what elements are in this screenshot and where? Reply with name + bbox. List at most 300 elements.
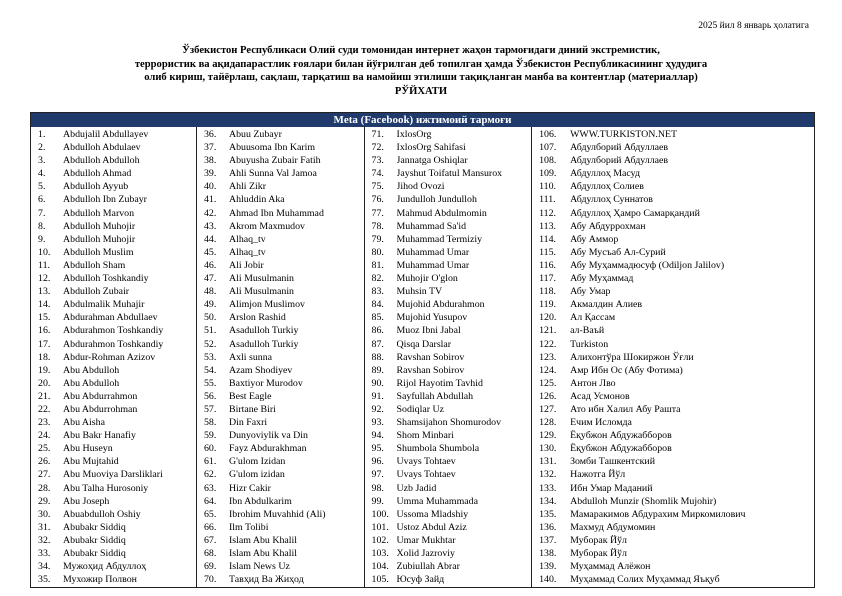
list-item (532, 298, 814, 311)
list-item-name: Абу Умар (570, 286, 611, 298)
list-item-name: Abdurahmon Toshkandiy (63, 325, 164, 337)
list-item-number: 36. (203, 129, 217, 140)
list-item (31, 246, 196, 259)
list-item-number: 100. (371, 508, 389, 520)
list-item (197, 298, 364, 311)
list-item-number: 132. (539, 469, 557, 481)
list-item-name: Муҳаммад Солих Муҳаммад Яъқуб (570, 574, 720, 586)
list-item-number: 84. (371, 299, 384, 311)
list-item (365, 207, 532, 220)
list-item-name: Ато ибн Халил Абу Рашта (570, 403, 681, 415)
list-item-name: Jundulloh Jundulloh (396, 194, 477, 206)
list-item (532, 573, 814, 586)
list-item-number: 90. (371, 377, 384, 389)
list-item-name: Uvays Tohtaev (396, 469, 456, 481)
list-item (197, 468, 364, 481)
list-item-name: Абдуллоҳ Солиев (570, 181, 644, 193)
list-item-name: Абдулборий Абдуллаев (570, 142, 669, 154)
list-item (532, 482, 814, 495)
list-item-name: Abdulloh Marvon (63, 207, 135, 219)
list-item-name: Muhsin TV (396, 286, 443, 298)
list-item-name: Shamsijahon Shomurodov (396, 417, 502, 429)
list-item-number: 73. (371, 155, 384, 167)
list-item-name: Abuusoma Ibn Karim (228, 142, 316, 154)
list-item (31, 547, 196, 560)
list-item-name: Абдуллоҳ Суннатов (570, 194, 653, 206)
list-item (197, 285, 364, 298)
list-item-number: 37. (203, 142, 217, 154)
list-item-number: 18. (38, 351, 51, 363)
list-item-number: 114. (539, 233, 556, 245)
list-item-number: 69. (203, 561, 217, 573)
list-item-number: 25. (38, 443, 51, 455)
list-item-name: Юсуф Зайд (396, 574, 445, 586)
list-item-name: Ечим Исломда (570, 417, 632, 429)
list-item (197, 377, 364, 390)
list-item (365, 246, 532, 259)
list-item (31, 324, 196, 337)
list-item-name: Ibn Abdulkarim (228, 495, 292, 507)
banned-list-table (30, 112, 815, 588)
list-item (197, 534, 364, 547)
list-item-number: 126. (539, 390, 557, 402)
list-item (31, 338, 196, 351)
list-item-name: Муборак Йўл (570, 548, 627, 559)
list-item-number: 86. (371, 325, 384, 337)
list-columns (31, 127, 814, 587)
list-item (31, 573, 196, 586)
list-item-name: Abu Abdurrohman (63, 403, 138, 415)
list-item-number: 16. (38, 325, 51, 337)
list-item-number: 11. (38, 259, 50, 271)
list-item-number: 72. (371, 142, 384, 154)
list-item-name: Ali Musulmanin (228, 286, 294, 298)
list-item-number: 15. (38, 312, 51, 324)
list-item-number: 102. (371, 534, 389, 546)
list-item (365, 377, 532, 390)
list-item-name: Mahmud Abdulmomin (396, 207, 487, 219)
list-item (31, 482, 196, 495)
list-item (197, 246, 364, 259)
list-item-number: 6. (38, 194, 46, 206)
list-item-number: 108. (539, 155, 557, 167)
list-item (365, 416, 532, 429)
list-item (532, 246, 814, 259)
list-item (532, 455, 814, 468)
list-item-number: 127. (539, 403, 557, 415)
list-item-name: Akrom Maxmudov (228, 220, 305, 232)
list-item-name: Sayfullah Abdullah (396, 390, 474, 402)
list-item (365, 495, 532, 508)
list-item (532, 167, 814, 180)
list-item-number: 118. (539, 286, 556, 298)
list-item (31, 259, 196, 272)
list-item-number: 66. (203, 521, 217, 533)
list-item-name: Ibrohim Muvahhid (Ali) (228, 508, 326, 520)
list-item-name: Abdulloh Muhojir (63, 220, 136, 232)
list-item (197, 128, 364, 141)
list-item (365, 311, 532, 324)
list-item-name: G'ulom Izidan (228, 456, 286, 468)
list-item-number: 40. (203, 181, 217, 193)
date-note: 2025 йил 8 январь ҳолатига (698, 21, 809, 31)
list-item-name: Shom Minbari (396, 430, 454, 442)
list-item-number: 42. (203, 207, 217, 219)
list-item (197, 403, 364, 416)
list-item-name: Abuyusha Zubair Fatih (228, 155, 321, 167)
list-item (31, 468, 196, 481)
list-item-name: Абу Муҳаммадюсуф (Odiljon Jalilov) (570, 259, 725, 271)
list-item-number: 50. (203, 312, 217, 324)
list-item-name: Ёқубжон Абдужабборов (570, 430, 672, 442)
list-item-number: 59. (203, 430, 217, 442)
list-item (532, 233, 814, 246)
list-item-name: Ибн Умар Маданий (570, 482, 653, 494)
list-item-name: Din Faxri (228, 417, 268, 429)
list-item-number: 76. (371, 194, 384, 206)
list-item-name: Ёқубжон Абдужабборов (570, 443, 672, 455)
list-item-name: Muhojir O'glon (396, 273, 458, 285)
list-item-name: Baxtiyor Murodov (228, 377, 303, 389)
list-item (31, 455, 196, 468)
list-item-name: Антон Лво (570, 377, 616, 389)
list-item-name: WWW.TURKISTON.NET (570, 129, 678, 140)
list-item-name: Ravshan Sobirov (396, 364, 465, 376)
list-item (532, 547, 814, 560)
list-item-name: Abu Abdulloh (63, 364, 120, 376)
list-item-number: 24. (38, 430, 51, 442)
list-item-name: Hizr Cakir (228, 482, 271, 494)
list-item (31, 377, 196, 390)
list-item-name: Алихонтўра Шокиржон Ўғли (570, 351, 694, 363)
list-item (365, 193, 532, 206)
list-item-name: Abu Bakr Hanafiy (63, 430, 136, 442)
list-item-name: Rijol Hayotim Tavhid (396, 377, 483, 389)
list-item-number: 23. (38, 417, 51, 429)
list-item-name: Birtane Biri (228, 403, 276, 415)
list-item-name: Abdulloh Ayyub (63, 181, 129, 193)
list-item-number: 52. (203, 338, 217, 350)
list-item-name: Abu Mujtahid (63, 456, 119, 468)
list-item (532, 403, 814, 416)
list-item (197, 351, 364, 364)
list-item (197, 272, 364, 285)
list-item (197, 495, 364, 508)
list-item-name: Abdulloh Ibn Zubayr (63, 194, 147, 206)
list-item-name: Islam News Uz (228, 561, 290, 573)
list-item-number: 75. (371, 181, 384, 193)
list-item (532, 534, 814, 547)
list-item-number: 124. (539, 364, 557, 376)
title-line-3: олиб кириш, тайёрлаш, сақлаш, тарқатиш ва намойиш этилиши тақиқланган манба ва контентлар (материаллар) (144, 72, 698, 83)
list-item-name: Mujohid Abdurahmon (396, 299, 485, 311)
list-item (532, 141, 814, 154)
list-item-number: 22. (38, 403, 51, 415)
list-item (365, 272, 532, 285)
title-list-word: РЎЙХАТИ (394, 86, 448, 97)
list-item-number: 77. (371, 207, 384, 219)
list-item-number: 70. (203, 574, 217, 586)
list-item (197, 167, 364, 180)
list-item (31, 560, 196, 573)
list-item-number: 109. (539, 168, 557, 180)
list-item (365, 167, 532, 180)
list-item-number: 71. (371, 129, 384, 140)
list-item-number: 93. (371, 417, 384, 429)
list-item (31, 141, 196, 154)
list-item-number: 30. (38, 508, 51, 520)
list-item-name: Акмалдин Алиев (570, 299, 643, 311)
list-item (197, 429, 364, 442)
list-item (197, 233, 364, 246)
list-item-name: Abdulloh Zubair (63, 286, 130, 298)
list-item-name: Абдуллоҳ Масуд (570, 168, 640, 180)
list-column-2 (197, 127, 365, 587)
list-item-name: Абу Абдуррохман (570, 220, 646, 232)
list-item (532, 390, 814, 403)
list-item-name: Azam Shodiyev (228, 364, 293, 376)
list-item-number: 8. (38, 220, 46, 232)
list-item-number: 125. (539, 377, 557, 389)
list-item-name: Абдуллоҳ Ҳамро Самарқандий (570, 207, 700, 219)
list-item-number: 2. (38, 142, 46, 154)
list-item (365, 180, 532, 193)
list-item (365, 429, 532, 442)
list-item (365, 468, 532, 481)
list-item (197, 180, 364, 193)
list-item-name: Abu Muoviya Darsliklari (63, 469, 163, 481)
list-item-number: 28. (38, 482, 51, 494)
list-item-number: 21. (38, 390, 51, 402)
list-item-name: Муборак Йўл (570, 534, 627, 546)
list-item-number: 92. (371, 403, 384, 415)
list-item-name: Abdulloh Munzir (Shomlik Mujohir) (570, 495, 717, 507)
list-item-number: 139. (539, 561, 557, 573)
list-item-number: 79. (371, 233, 384, 245)
list-item (365, 534, 532, 547)
list-item (532, 259, 814, 272)
list-item-number: 106. (539, 129, 557, 140)
list-item (365, 220, 532, 233)
list-item (532, 285, 814, 298)
list-item-number: 12. (38, 273, 51, 285)
list-item-name: G'ulom izidan (228, 469, 285, 481)
list-item-number: 38. (203, 155, 217, 167)
list-item (532, 220, 814, 233)
list-item-name: Нажотга Йўл (570, 469, 626, 481)
list-item-number: 98. (371, 482, 384, 494)
list-item (532, 180, 814, 193)
list-item (532, 377, 814, 390)
list-item-number: 27. (38, 469, 51, 481)
list-item-number: 3. (38, 155, 46, 167)
list-item-name: Abuabdulloh Oshiy (63, 508, 141, 520)
list-item-number: 107. (539, 142, 557, 154)
list-item-number: 80. (371, 246, 384, 258)
list-item-name: Jihod Ovozi (396, 181, 445, 193)
list-item-number: 140. (539, 574, 557, 586)
list-item-number: 20. (38, 377, 51, 389)
list-item (365, 141, 532, 154)
list-item-number: 134. (539, 495, 557, 507)
list-item (532, 272, 814, 285)
list-item-name: Islam Abu Khalil (228, 534, 298, 546)
list-item-name: IxlosOrg (396, 129, 432, 140)
list-item-number: 131. (539, 456, 557, 468)
list-item-name: Muhammad Umar (396, 246, 470, 258)
list-item (31, 193, 196, 206)
list-item-name: Muhammad Termiziy (396, 233, 483, 245)
list-item (31, 429, 196, 442)
list-item-name: Махмуд Абдумомин (570, 521, 656, 533)
list-item-name: Dunyoviylik va Din (228, 430, 308, 442)
list-item-name: Qisqa Darslar (396, 338, 452, 350)
list-item (532, 193, 814, 206)
list-item (197, 364, 364, 377)
list-item-number: 130. (539, 443, 557, 455)
list-item-name: Islam Abu Khalil (228, 548, 298, 559)
list-item (365, 521, 532, 534)
list-item (365, 390, 532, 403)
list-item-number: 34. (38, 561, 51, 573)
list-item-name: Амр Ибн Ос (Абу Фотима) (570, 364, 683, 376)
list-item-number: 96. (371, 456, 384, 468)
list-item (31, 272, 196, 285)
list-item-name: Uzb Jadid (396, 482, 437, 494)
list-item-name: Abdulloh Muhojir (63, 233, 136, 245)
list-item-name: Abu Joseph (63, 495, 110, 507)
list-item-name: Ravshan Sobirov (396, 351, 465, 363)
list-item-name: Abdulloh Sham (63, 259, 126, 271)
list-item-number: 67. (203, 534, 217, 546)
list-item (532, 495, 814, 508)
list-item-number: 94. (371, 430, 384, 442)
list-item-number: 7. (38, 207, 46, 219)
list-item (31, 403, 196, 416)
list-item-name: Ал Қассам (570, 312, 616, 324)
list-item-name: Fayz Abdurakhman (228, 443, 307, 455)
list-item-number: 85. (371, 312, 384, 324)
list-item-number: 57. (203, 403, 217, 415)
list-item-number: 41. (203, 194, 217, 206)
list-item (532, 429, 814, 442)
list-item (365, 128, 532, 141)
list-item-number: 81. (371, 259, 384, 271)
list-item-number: 138. (539, 548, 557, 559)
list-item-number: 117. (539, 273, 556, 285)
list-item-number: 123. (539, 351, 557, 363)
list-item-number: 95. (371, 443, 384, 455)
document-title (30, 44, 812, 99)
list-item (365, 560, 532, 573)
list-item (197, 259, 364, 272)
list-item (197, 207, 364, 220)
list-item (197, 521, 364, 534)
list-item (31, 442, 196, 455)
list-item (532, 521, 814, 534)
list-item (197, 390, 364, 403)
list-item (365, 482, 532, 495)
list-item-name: Муҳаммад Алёжон (570, 561, 651, 573)
list-item (365, 547, 532, 560)
list-item-number: 26. (38, 456, 51, 468)
list-item-name: Ahmad Ibn Muhammad (228, 207, 324, 219)
list-item-name: Abdujalil Abdullayev (63, 129, 149, 140)
list-item-name: Abdulloh Muslim (63, 246, 134, 258)
list-item-number: 60. (203, 443, 217, 455)
list-item-number: 44. (203, 233, 217, 245)
list-item (532, 364, 814, 377)
list-item-name: Abu Aisha (63, 417, 105, 429)
table-section-header: Meta (Facebook) ижтимоий тармоғи (31, 113, 814, 127)
list-item (197, 141, 364, 154)
list-item (197, 508, 364, 521)
list-item (197, 455, 364, 468)
list-item-number: 62. (203, 469, 217, 481)
list-item-number: 119. (539, 299, 556, 311)
list-item (532, 338, 814, 351)
list-item-number: 33. (38, 548, 51, 559)
list-item-name: Абу Муҳаммад (570, 273, 634, 285)
list-item (365, 508, 532, 521)
list-item-name: Muoz Ibni Jabal (396, 325, 461, 337)
list-item-name: Shumbola Shumbola (396, 443, 480, 455)
list-item-name: Мухожир Полвон (63, 574, 137, 586)
list-item-number: 5. (38, 181, 46, 193)
list-item (31, 298, 196, 311)
list-item-name: Ali Jobir (228, 259, 264, 271)
list-item-name: Arslon Rashid (228, 312, 286, 324)
list-item-name: Асад Усмонов (570, 390, 630, 402)
list-item-number: 32. (38, 534, 51, 546)
list-item-name: Abdurahmon Toshkandiy (63, 338, 164, 350)
list-item-number: 87. (371, 338, 384, 350)
list-item-name: Muhammad Umar (396, 259, 470, 271)
list-item-number: 111. (539, 194, 556, 206)
list-item-name: Ali Musulmanin (228, 273, 294, 285)
list-item-number: 46. (203, 259, 217, 271)
list-item-number: 4. (38, 168, 46, 180)
list-item-number: 47. (203, 273, 217, 285)
list-item-name: Мужоҳид Абдуллоҳ (63, 561, 147, 573)
list-item-name: Abubakr Siddiq (63, 534, 126, 546)
list-item-number: 53. (203, 351, 217, 363)
list-item-name: Мамаракимов Абдурахим Миркомилович (570, 508, 746, 520)
list-item-name: Ussoma Mladshiy (396, 508, 469, 520)
list-item-number: 29. (38, 495, 51, 507)
list-item-name: Ahli Sunna Val Jamoa (228, 168, 317, 180)
list-item-name: Alhaq_tv (228, 246, 266, 258)
list-item (31, 364, 196, 377)
list-item (31, 180, 196, 193)
list-item-name: Abubakr Siddiq (63, 548, 126, 559)
list-item-number: 56. (203, 390, 217, 402)
title-line-2: террористик ва ақидапарастлик ғоялари билан йўғрилган деб топилган ҳамда Ўзбекистон Республикасининг ҳудудига (134, 58, 708, 70)
list-item-name: Asadulloh Turkiy (228, 338, 299, 350)
list-item (197, 220, 364, 233)
list-item-number: 54. (203, 364, 217, 376)
list-item (31, 351, 196, 364)
list-item-number: 48. (203, 286, 217, 298)
list-item-name: Ahluddin Aka (228, 194, 285, 206)
list-item (31, 207, 196, 220)
list-item (31, 167, 196, 180)
list-item (31, 220, 196, 233)
list-item (532, 560, 814, 573)
list-item (365, 455, 532, 468)
list-item-number: 31. (38, 521, 51, 533)
list-item-name: Абдулборий Абдуллаев (570, 155, 669, 167)
